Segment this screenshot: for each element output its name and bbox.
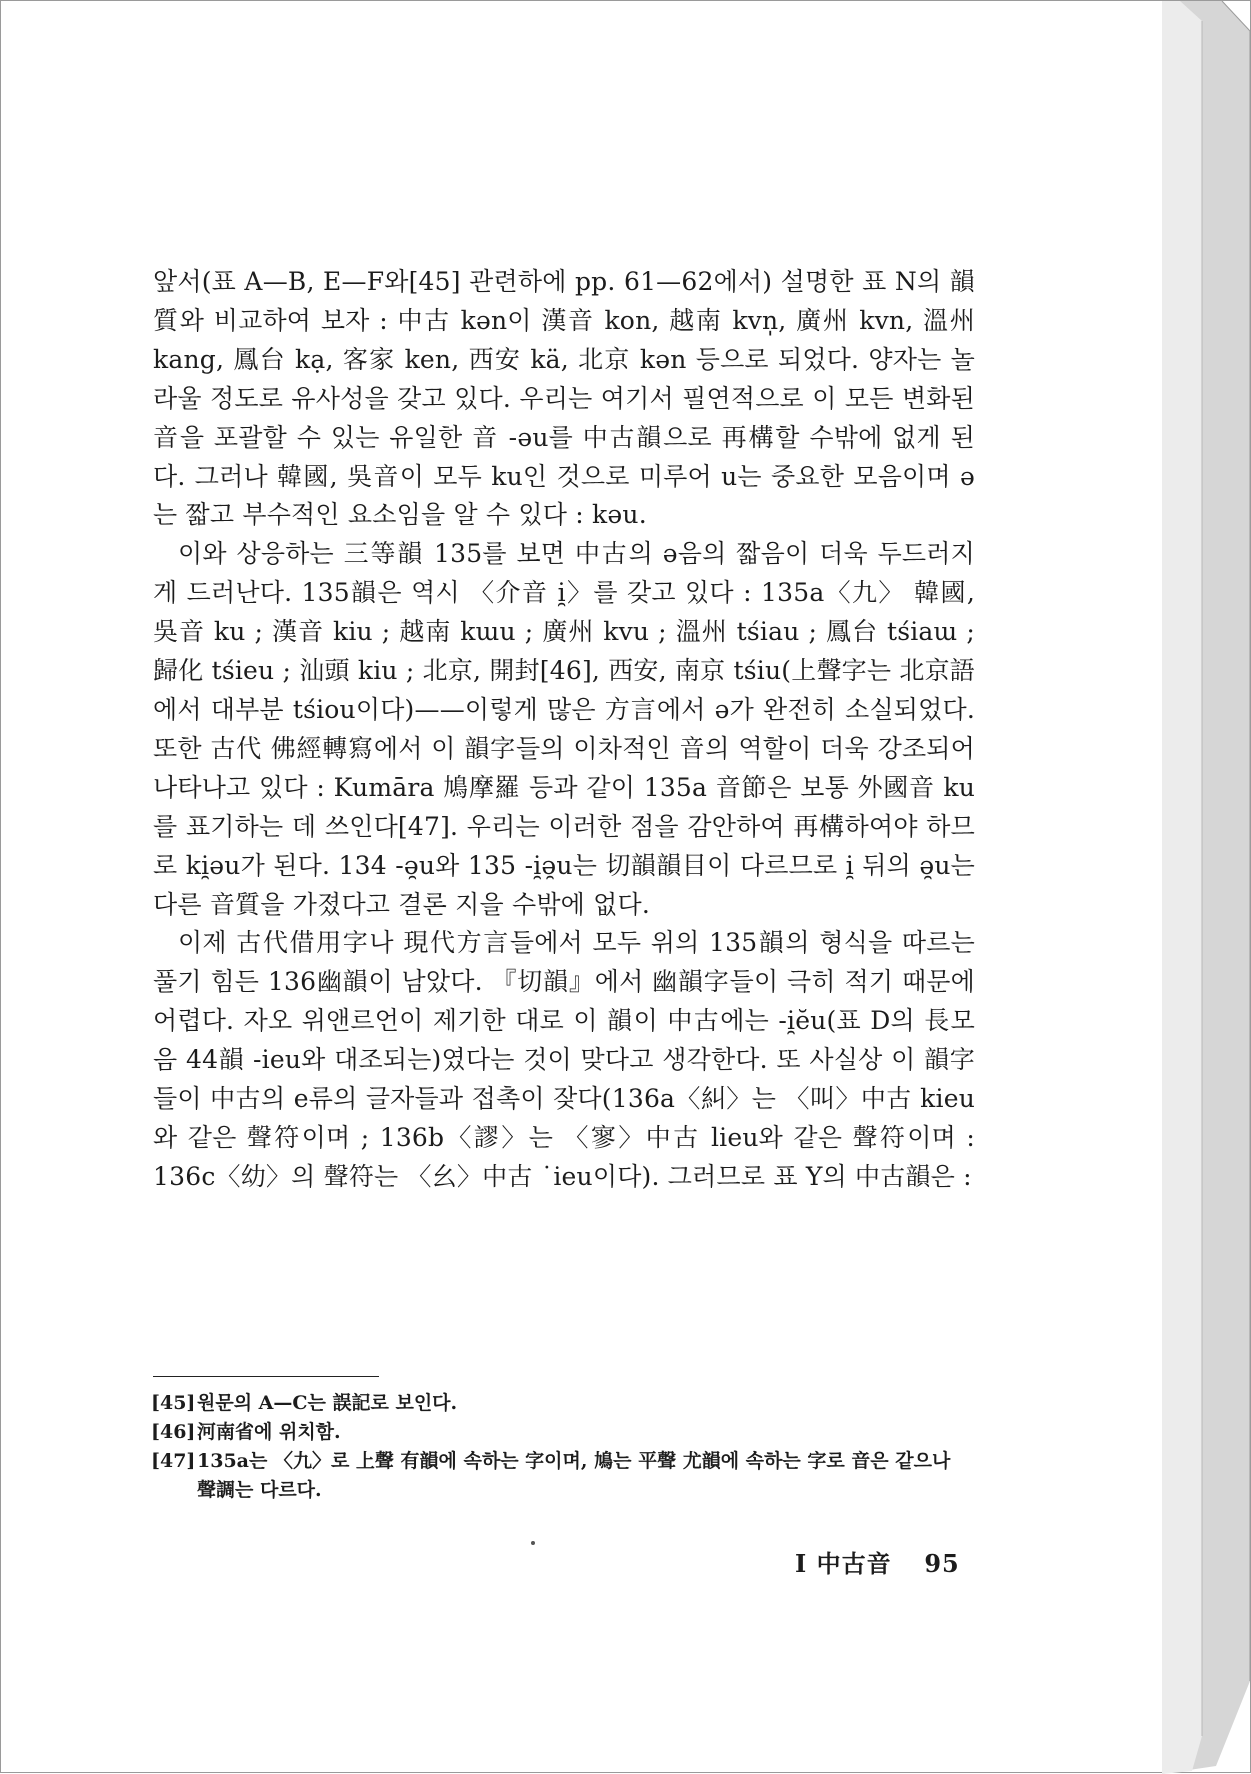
footnotes: [151, 1389, 975, 1505]
footnote-text: 원문의 A—C는 誤記로 보인다.: [197, 1392, 458, 1414]
page-edge-shadow: [1162, 1, 1250, 1774]
running-footer: [795, 1544, 960, 1579]
footnote-text: 河南省에 위치함.: [197, 1421, 341, 1443]
paragraph-1: 앞서(표 A—B, E—F와[45] 관련하에 pp. 61—62에서) 설명한 표 N의 韻質와 비교하여 보자 : 中古 kən이 漢音 kon, 越南 kvn̩, 廣州 kvn, 溫州 kang, 鳳台 kạ, 客家 ken, 西安 kä, 北京 kən 등으로 되었다. 양자는 놀라울 정도로 유사성을 갖고 있다. 우리는 여기서 필연적으로 이 모든 변화된 音을 포괄할 수 있는 유일한 音 -əu를 中古韻으로 再構할 수밖에 없게 된다. 그러나 韓國, 吳音이 모두 ku인 것으로 미루어 u는 중요한 모음이며 ə는 짧고 부수적인 요소임을 알 수 있다 : kəu.: [153, 267, 975, 530]
chapter-label: I 中古音: [795, 1549, 892, 1578]
footnote-number: [45]: [151, 1392, 196, 1414]
footnote-45: [151, 1389, 975, 1418]
footnote-47: [151, 1447, 975, 1505]
footnote-number: [47]: [151, 1450, 196, 1472]
footnote-46: [151, 1418, 975, 1447]
footnote-text: 135a는 〈九〉로 上聲 有韻에 속하는 字이며, 鳩는 平聲 尤韻에 속하는 字로 音은 같으나 聲調는 다르다.: [197, 1450, 951, 1501]
body-text: [153, 263, 975, 1197]
paragraph-2: 이와 상응하는 三等韻 135를 보면 中古의 ə음의 짧음이 더욱 두드러지게 드러난다. 135韻은 역시 〈介音 i̯〉를 갖고 있다 : 135a〈九〉 韓國, 吳音 ku ; 漢音 kiu ; 越南 kɯu ; 廣州 kvu ; 溫州 tśiau ; 鳳台 tśiaɯ ; 歸化 tśieu ; 汕頭 kiu ; 北京, 開封[46], 西安, 南京 tśiu(上聲字는 北京語에서 대부분 tśiou이다)——이렇게 많은 方言에서 ə가 완전히 소실되었다. 또한 古代 佛經轉寫에서 이 韻字들의 이차적인 音의 역할이 더욱 강조되어 나타나고 있다 : Kumāra 鳩摩羅 등과 같이 135a 音節은 보통 外國音 ku를 표기하는 데 쓰인다[47]. 우리는 이러한 점을 감안하여 再構하여야 하므로 ki̯əu가 된다. 134 -ə̯u와 135 -i̯ə̯u는 切韻韻目이 다르므로 i̯ 뒤의 ə̯u는 다른 音質을 가졌다고 결론 지을 수밖에 없다.: [153, 539, 975, 919]
footnote-divider: [153, 1376, 379, 1377]
scan-speck: [531, 1541, 535, 1545]
footnote-number: [46]: [151, 1421, 196, 1443]
paragraph-3: 이제 古代借用字나 現代方言들에서 모두 위의 135韻의 형식을 따르는 풀기 힘든 136幽韻이 남았다. 『切韻』에서 幽韻字들이 극히 적기 때문에 어렵다. 자오 위앤르언이 제기한 대로 이 韻이 中古에는 -i̯ĕu(표 D의 長모음 44韻 -ieu와 대조되는)였다는 것이 맞다고 생각한다. 또 사실상 이 韻字들이 中古의 e류의 글자들과 접촉이 잦다(136a〈糾〉는 〈叫〉中古 kieu와 같은 聲符이며 ; 136b〈謬〉는 〈寥〉中古 lieu와 같은 聲符이며 : 136c〈幼〉의 聲符는 〈幺〉中古 ˙ieu이다). 그러므로 표 Y의 中古韻은 :: [153, 928, 975, 1191]
page-number: 95: [924, 1549, 960, 1578]
